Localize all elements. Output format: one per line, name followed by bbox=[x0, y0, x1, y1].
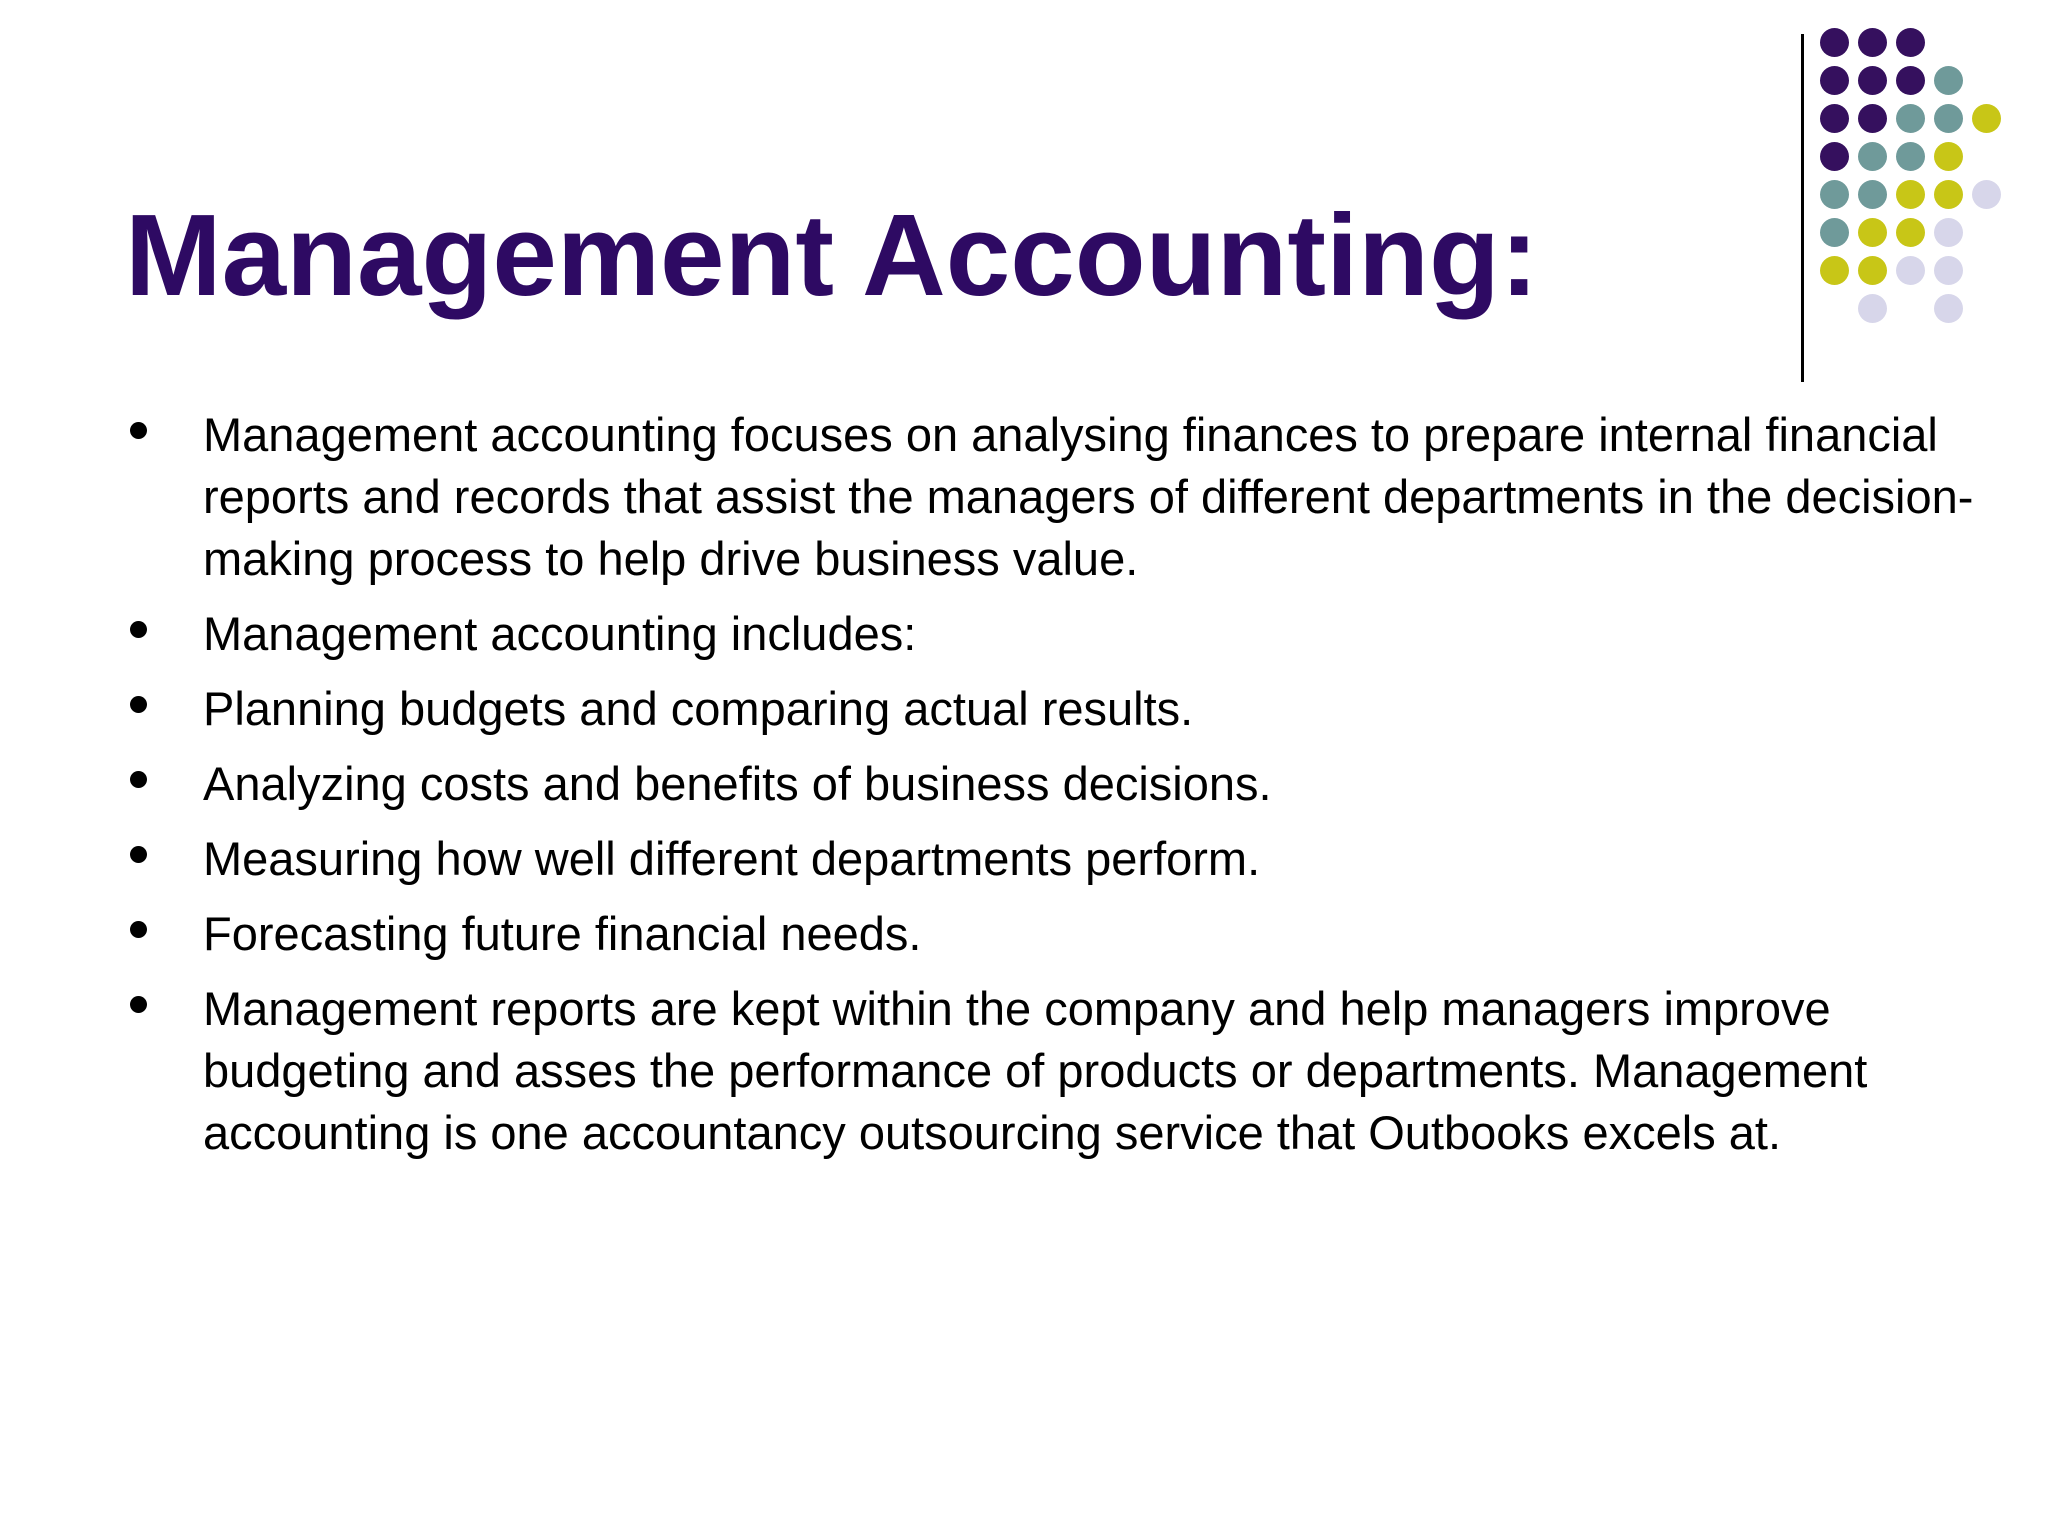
decorative-dot bbox=[1934, 256, 1963, 285]
decorative-dot bbox=[1934, 294, 1963, 323]
decorative-dot bbox=[1934, 180, 1963, 209]
decorative-dot bbox=[1858, 294, 1887, 323]
vertical-divider bbox=[1801, 34, 1804, 382]
decorative-dot bbox=[1972, 104, 2001, 133]
bullet-item: Management accounting includes: bbox=[130, 603, 2030, 665]
decorative-dot bbox=[1896, 180, 1925, 209]
bullet-item: Management accounting focuses on analysing finances to prepare internal financial reports and records that assist the managers of different departments in the decision-making process to help drive business value. bbox=[130, 404, 2030, 590]
bullet-item: Management reports are kept within the company and help managers improve budgeting and asses the performance of products or departments. Management accounting is one accountancy outsourcing service that Outbooks excels at. bbox=[130, 978, 2030, 1164]
decorative-dot bbox=[1896, 142, 1925, 171]
decorative-dot bbox=[1858, 28, 1887, 57]
decorative-dot bbox=[1858, 104, 1887, 133]
decorative-dot bbox=[1934, 142, 1963, 171]
slide-title: Management Accounting: bbox=[125, 190, 1539, 320]
decorative-dot bbox=[1820, 66, 1849, 95]
bullet-list bbox=[130, 404, 2030, 1177]
decorative-dot bbox=[1820, 256, 1849, 285]
decorative-dot bbox=[1896, 104, 1925, 133]
bullet-item: Measuring how well different departments perform. bbox=[130, 828, 2030, 890]
decorative-dot-grid bbox=[1820, 28, 2040, 338]
decorative-dot bbox=[1858, 142, 1887, 171]
decorative-dot bbox=[1820, 104, 1849, 133]
decorative-dot bbox=[1896, 218, 1925, 247]
decorative-dot bbox=[1820, 142, 1849, 171]
decorative-dot bbox=[1896, 28, 1925, 57]
decorative-dot bbox=[1820, 180, 1849, 209]
decorative-dot bbox=[1858, 180, 1887, 209]
decorative-dot bbox=[1934, 66, 1963, 95]
decorative-dot bbox=[1858, 66, 1887, 95]
bullet-item: Planning budgets and comparing actual results. bbox=[130, 678, 2030, 740]
decorative-dot bbox=[1972, 180, 2001, 209]
decorative-dot bbox=[1934, 104, 1963, 133]
decorative-dot bbox=[1858, 256, 1887, 285]
decorative-dot bbox=[1896, 66, 1925, 95]
decorative-dot bbox=[1820, 218, 1849, 247]
bullet-item: Analyzing costs and benefits of business decisions. bbox=[130, 753, 2030, 815]
decorative-dot bbox=[1934, 218, 1963, 247]
bullet-item: Forecasting future financial needs. bbox=[130, 903, 2030, 965]
decorative-dot bbox=[1896, 256, 1925, 285]
decorative-dot bbox=[1858, 218, 1887, 247]
decorative-dot bbox=[1820, 28, 1849, 57]
